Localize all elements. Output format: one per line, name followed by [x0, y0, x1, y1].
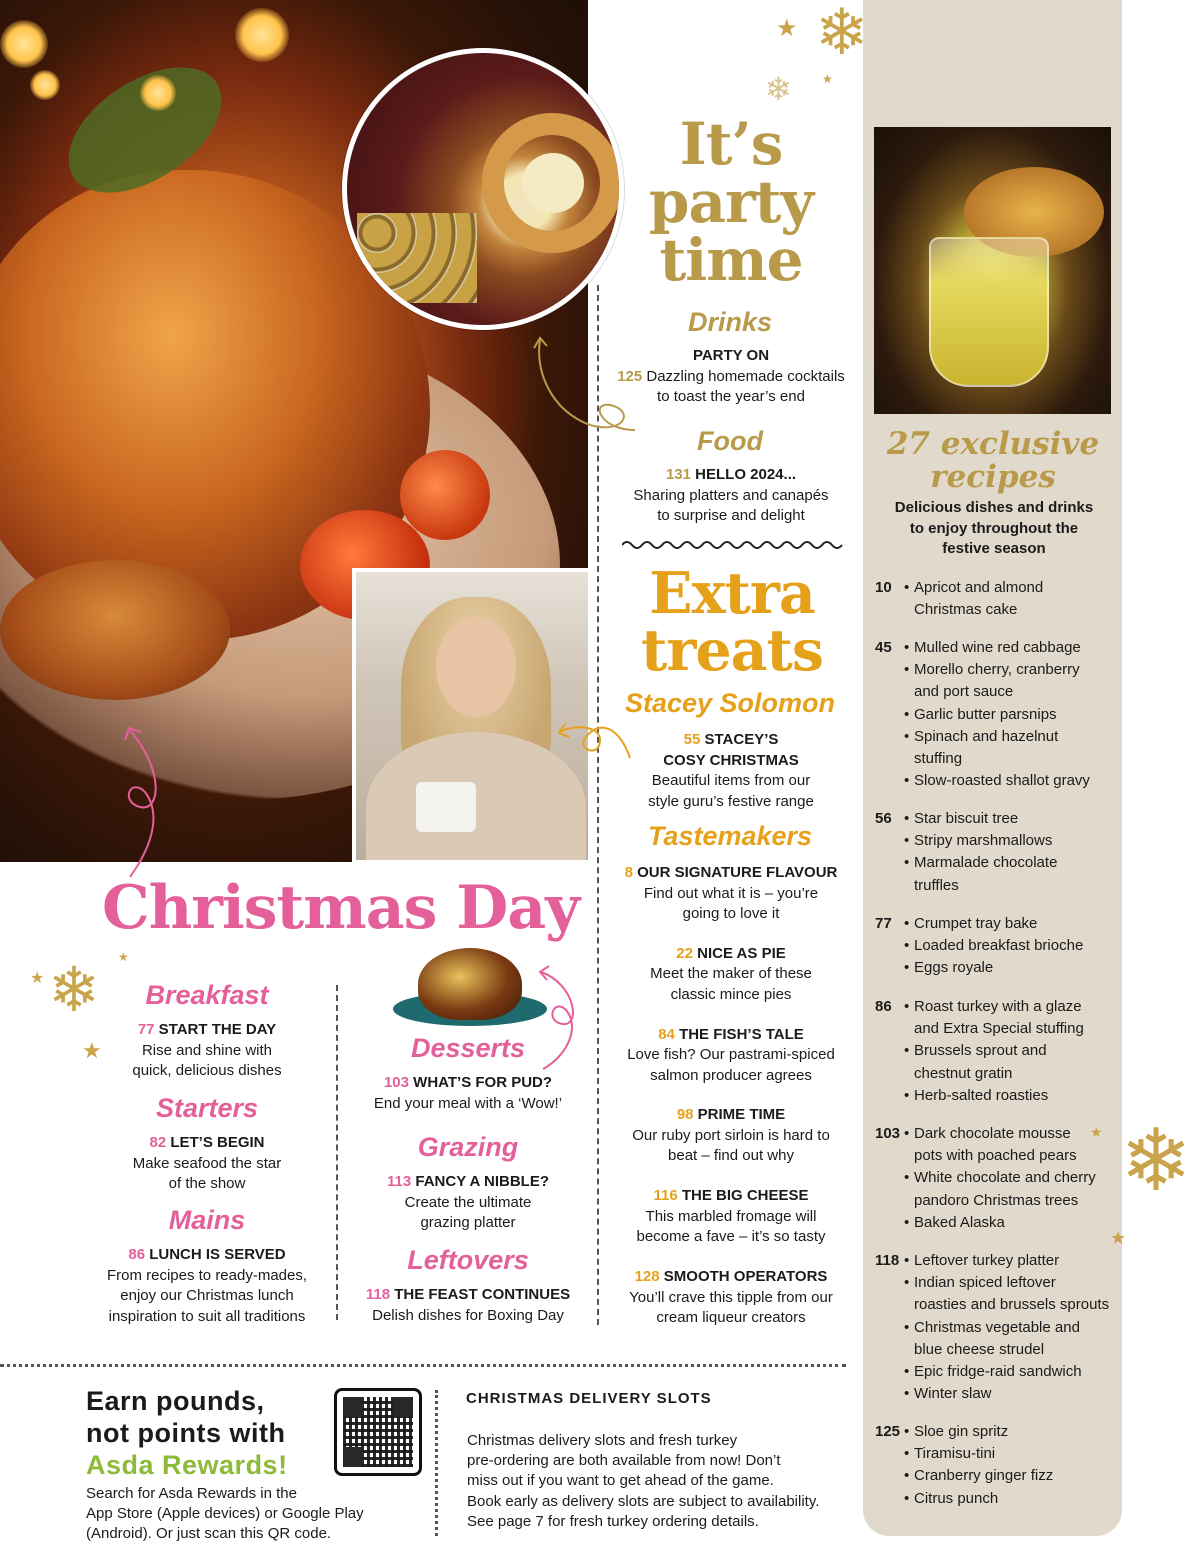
- party-title: It’s party time: [648, 110, 814, 294]
- christmas-column-divider: [336, 985, 338, 1320]
- stacey-entry: 55 STACEY’S COSY CHRISTMAS Beautiful items from our style guru’s festive range: [648, 731, 814, 810]
- recipe-item: [904, 957, 1125, 979]
- sidebar-subtitle: Delicious dishes and drinks to enjoy throughout the festive season: [894, 499, 1094, 557]
- recipe-item: [904, 852, 1125, 896]
- recipe-item: [904, 1465, 1125, 1487]
- recipe-item: [904, 704, 1125, 726]
- page-number: 113: [387, 1173, 412, 1190]
- arrow-doodle-icon: [555, 718, 635, 768]
- recipe-group: [875, 913, 1125, 980]
- recipe-line: • Citrus punch: [914, 1489, 999, 1507]
- entry-desc: Delish dishes for Boxing Day: [372, 1306, 564, 1324]
- star-icon: ★: [1110, 1228, 1127, 1248]
- rewards-heading: Earn pounds, not points with Asda Rewards!: [86, 1386, 288, 1480]
- recipe-line: • Dark chocolate mousse: [914, 1125, 1071, 1142]
- christmas-entry: [82, 1133, 332, 1195]
- entry-desc: quick, delicious dishes: [132, 1062, 282, 1079]
- entry-desc: going to love it: [682, 905, 780, 922]
- christmas-entry: [350, 1285, 586, 1326]
- recipe-item: [904, 996, 1125, 1040]
- drinks-heading: Drinks: [687, 307, 773, 337]
- qr-code-icon[interactable]: [334, 1388, 422, 1476]
- recipe-line: • Roast turkey with a glaze: [914, 998, 1082, 1015]
- recipe-line: • Mulled wine red cabbage: [914, 639, 1081, 656]
- christmas-section-heading: Breakfast: [145, 980, 269, 1010]
- recipe-items: [904, 996, 1125, 1107]
- recipe-line: • Eggs royale: [914, 959, 994, 977]
- arrow-doodle-icon: [530, 330, 643, 445]
- recipe-group: [875, 808, 1125, 897]
- recipe-line: blue cheese strudel: [914, 1340, 1045, 1358]
- entry-title: THE FEAST CONTINUES: [394, 1286, 571, 1303]
- recipe-items: [904, 577, 1125, 621]
- page-number: 125: [875, 1423, 901, 1440]
- entry-desc: enjoy our Christmas lunch: [120, 1287, 294, 1304]
- christmas-entry: [82, 1020, 332, 1082]
- christmas-day-title: Christmas Day: [102, 873, 580, 943]
- recipe-line: truffles: [914, 876, 959, 894]
- entry-desc: Our ruby port sirloin is hard to: [632, 1126, 830, 1144]
- entry-desc: grazing platter: [420, 1214, 516, 1231]
- christmas-section-heading: Mains: [168, 1205, 246, 1235]
- page-number: 103: [383, 1074, 409, 1091]
- page-number: 98: [676, 1106, 694, 1124]
- entry-title: FANCY A NIBBLE?: [415, 1173, 549, 1190]
- recipe-line: • Marmalade chocolate: [914, 854, 1058, 872]
- recipe-line: • Stripy marshmallows: [914, 832, 1053, 850]
- arrow-doodle-icon: [115, 722, 175, 882]
- recipe-line: • Tiramisu-tini: [914, 1445, 996, 1463]
- recipe-items: [904, 637, 1125, 792]
- recipe-items: [904, 1421, 1125, 1510]
- recipe-line: • Apricot and almond: [914, 579, 1044, 596]
- wavy-divider: [622, 538, 844, 552]
- page-number: 116: [653, 1187, 678, 1205]
- recipe-items: [904, 913, 1125, 980]
- stacey-solomon-photo: [352, 568, 592, 864]
- recipe-item: [904, 1212, 1125, 1234]
- recipe-line: • Epic fridge-raid sandwich: [914, 1363, 1082, 1381]
- entry-desc: inspiration to suit all traditions: [108, 1307, 306, 1325]
- tastemaker-entry: [605, 1267, 857, 1329]
- entry-title: LUNCH IS SERVED: [149, 1246, 286, 1263]
- recipe-line: • Spinach and hazelnut: [914, 727, 1059, 745]
- food-entry: 131 HELLO 2024... Sharing platters and canapés to surprise and delight: [633, 466, 829, 524]
- entry-desc: Make seafood the star: [132, 1154, 282, 1172]
- tastemaker-entry: [605, 944, 857, 1006]
- recipe-item: [904, 830, 1125, 852]
- entry-title: NICE AS PIE: [697, 944, 786, 962]
- star-icon: ★: [1090, 1124, 1103, 1140]
- entry-desc: cream liqueur creators: [656, 1309, 806, 1326]
- christmas-section-heading: Leftovers: [407, 1245, 529, 1275]
- recipe-item: [904, 1317, 1125, 1361]
- entry-title: THE FISH’S TALE: [679, 1025, 804, 1043]
- recipe-line: • Morello cherry, cranberry: [914, 661, 1080, 679]
- entry-desc: You’ll crave this tipple from our: [629, 1288, 833, 1306]
- recipe-item: [904, 1250, 1125, 1272]
- recipe-line: and port sauce: [914, 683, 1014, 701]
- page-number: 128: [634, 1268, 660, 1285]
- entry-desc: End your meal with a ‘Wow!’: [373, 1094, 563, 1112]
- party-food-photo: [342, 48, 624, 330]
- rewards-description: Search for Asda Rewards in the App Store (Apple devices) or Google Play (Android). Or just scan this QR code.: [86, 1485, 364, 1542]
- sidebar-title: 27 exclusive recipes: [886, 426, 1100, 495]
- page-number: 56: [875, 810, 892, 827]
- page-number: 86: [128, 1246, 146, 1263]
- cocktail-photo: [874, 127, 1111, 414]
- entry-title: SMOOTH OPERATORS: [663, 1268, 828, 1285]
- delivery-text: Christmas delivery slots and fresh turkey pre-ordering are both available from now! Don’t miss out if you want to get ahead of the game. Book early as delivery slots are subject to availability. See page 7 for fresh turkey ordering details.: [467, 1432, 820, 1530]
- entry-desc: Rise and shine with: [141, 1041, 273, 1059]
- entry-desc: become a fave – it’s so tasty: [636, 1228, 826, 1246]
- christmas-section-heading: Desserts: [410, 1033, 526, 1063]
- recipe-item: [904, 1383, 1125, 1405]
- recipe-line: pots with poached pears: [914, 1147, 1077, 1165]
- star-icon: ★: [776, 15, 798, 42]
- recipe-line: • Indian spiced leftover: [914, 1274, 1056, 1292]
- recipe-line: • Crumpet tray bake: [914, 915, 1038, 932]
- recipe-group: [875, 577, 1125, 621]
- star-icon: ★: [30, 970, 45, 987]
- recipe-item: [904, 1272, 1125, 1316]
- recipe-line: • Sloe gin spritz: [914, 1423, 1009, 1440]
- star-icon: ★: [82, 1038, 102, 1063]
- recipe-item: [904, 726, 1125, 770]
- extra-treats-title: Extra treats: [641, 560, 823, 684]
- entry-desc: of the show: [168, 1175, 246, 1192]
- recipe-group: [875, 1123, 1125, 1234]
- christmas-entry: [82, 1245, 332, 1327]
- recipe-item: [904, 659, 1125, 703]
- recipe-line: • Cranberry ginger fizz: [914, 1467, 1054, 1485]
- recipe-group: [875, 1421, 1125, 1510]
- page-number: 22: [676, 944, 693, 962]
- recipe-item: [904, 808, 1125, 830]
- christmas-pudding-photo: [393, 940, 547, 1030]
- entry-desc: Find out what it is – you’re: [643, 884, 819, 902]
- entry-desc: Create the ultimate: [404, 1193, 532, 1211]
- recipe-item: [904, 1488, 1125, 1510]
- recipe-line: and Extra Special stuffing: [914, 1020, 1084, 1038]
- recipe-line: • Herb-salted roasties: [914, 1086, 1049, 1104]
- stacey-heading: Stacey Solomon: [624, 688, 836, 718]
- recipe-line: • Baked Alaska: [914, 1213, 1005, 1231]
- snowflake-icon: ❄: [765, 71, 792, 107]
- tastemaker-entry: [605, 863, 857, 925]
- recipe-line: • Star biscuit tree: [914, 810, 1019, 827]
- page-number: 10: [875, 579, 892, 596]
- delivery-heading: CHRISTMAS DELIVERY SLOTS: [466, 1390, 712, 1407]
- bottom-divider: [0, 1364, 846, 1367]
- entry-title: THE BIG CHEESE: [681, 1187, 809, 1205]
- recipe-group: [875, 996, 1125, 1107]
- page-number: 82: [149, 1134, 167, 1151]
- recipe-line: • Winter slaw: [914, 1385, 992, 1403]
- christmas-entry: [350, 1073, 586, 1114]
- recipe-line: • Slow-roasted shallot gravy: [914, 772, 1090, 790]
- recipe-line: • Brussels sprout and: [914, 1042, 1047, 1060]
- recipe-line: • Leftover turkey platter: [914, 1252, 1060, 1269]
- page-number: 77: [875, 915, 892, 932]
- recipe-line: • Loaded breakfast brioche: [914, 937, 1084, 955]
- entry-title: PRIME TIME: [697, 1106, 786, 1124]
- page-number: 77: [137, 1021, 155, 1038]
- tastemakers-heading: Tastemakers: [647, 821, 813, 851]
- arrow-doodle-icon: [535, 964, 583, 1074]
- recipe-line: roasties and brussels sprouts: [914, 1296, 1110, 1314]
- star-icon: ★: [118, 950, 129, 964]
- recipe-item: [904, 1421, 1125, 1443]
- entry-desc: From recipes to ready-mades,: [106, 1266, 308, 1284]
- recipe-line: • Christmas vegetable and: [914, 1318, 1080, 1336]
- snowflake-icon: ❄: [48, 956, 100, 1025]
- entry-title: OUR SIGNATURE FLAVOUR: [637, 864, 838, 881]
- desc-text: Dazzling homemade cocktails: [642, 367, 845, 385]
- entry-title: START THE DAY: [158, 1021, 277, 1038]
- recipe-item: [904, 1443, 1125, 1465]
- page-number: 8: [624, 864, 633, 881]
- recipe-item: [904, 770, 1125, 792]
- page-number: 86: [875, 998, 892, 1015]
- page-number: 45: [875, 639, 892, 656]
- entry-desc: classic mince pies: [670, 985, 792, 1003]
- recipe-group: [875, 1250, 1125, 1405]
- recipe-line: • Garlic butter parsnips: [914, 705, 1057, 723]
- recipe-item: [904, 913, 1125, 935]
- recipe-line: stuffing: [914, 750, 963, 768]
- tastemaker-entry: [605, 1025, 857, 1087]
- bottom-column-divider: [435, 1390, 438, 1536]
- page-number: 84: [658, 1025, 675, 1043]
- page-number: 125: [617, 367, 643, 385]
- snowflake-icon: ❄: [815, 0, 869, 68]
- tastemaker-entry: [605, 1186, 857, 1248]
- recipe-line: Christmas cake: [914, 601, 1018, 619]
- entry-title: WHAT’S FOR PUD?: [413, 1074, 553, 1091]
- snowflake-icon: ❄: [1120, 1113, 1193, 1209]
- entry-desc: Love fish? Our pastrami-spiced: [627, 1046, 835, 1064]
- recipe-item: [904, 1040, 1125, 1084]
- tastemaker-entry: [605, 1105, 857, 1167]
- recipe-line: • White chocolate and cherry: [914, 1169, 1096, 1187]
- recipe-item: [904, 1167, 1125, 1211]
- entry-desc: beat – find out why: [668, 1147, 794, 1165]
- recipe-items: [904, 808, 1125, 897]
- recipe-item: [904, 1085, 1125, 1107]
- entry-desc: salmon producer agrees: [650, 1066, 812, 1084]
- entry-desc: This marbled fromage will: [645, 1207, 817, 1225]
- drinks-entry: PARTY ON 125 Dazzling homemade cocktails to toast the year’s end: [605, 346, 857, 408]
- recipe-group: [875, 637, 1125, 792]
- recipe-item: [904, 637, 1125, 659]
- recipe-item: [904, 935, 1125, 957]
- recipe-items: [904, 1250, 1125, 1405]
- entry-desc: Meet the maker of these: [650, 965, 812, 983]
- page-number: 103: [875, 1125, 901, 1142]
- drinks-entry-desc: [605, 367, 857, 388]
- christmas-section-heading: Grazing: [417, 1132, 519, 1162]
- recipe-item: [904, 577, 1125, 621]
- christmas-section-heading: Starters: [155, 1093, 259, 1123]
- christmas-entry: [350, 1172, 586, 1234]
- recipe-line: pandoro Christmas trees: [914, 1191, 1079, 1209]
- page-number: 118: [365, 1286, 391, 1303]
- entry-title: LET’S BEGIN: [170, 1134, 265, 1151]
- page-number: 118: [875, 1252, 900, 1269]
- star-icon: ★: [822, 72, 833, 86]
- recipe-line: chestnut gratin: [914, 1064, 1013, 1082]
- recipe-item: [904, 1361, 1125, 1383]
- food-heading: Food: [697, 426, 763, 456]
